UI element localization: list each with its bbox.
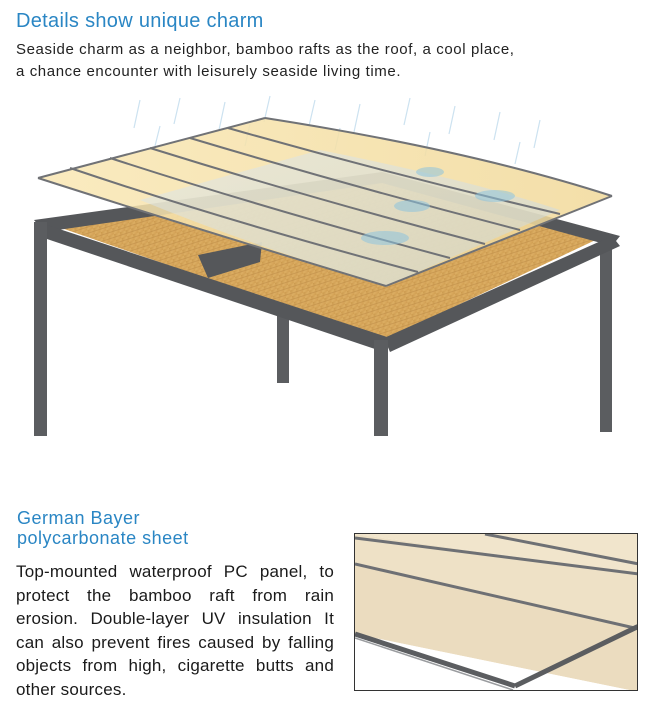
feature-title-line-1: German Bayer <box>17 508 141 528</box>
intro-text <box>16 39 636 83</box>
page-title: Details show unique charm <box>16 10 264 32</box>
sheet-detail-image <box>354 533 638 691</box>
feature-title <box>17 508 189 548</box>
feature-description: Top-mounted waterproof PC panel, to protect the bamboo raft from rain erosion. Double-layer UV insulation It can also prevent fires caused by falling objects from high, cigarette butts and other sources. <box>16 562 334 699</box>
feature-title-line-2: polycarbonate sheet <box>17 528 189 548</box>
pergola-illustration <box>30 92 620 437</box>
sheet-detail-illustration <box>355 534 638 691</box>
intro-line-2: a chance encounter with leisurely seaside living time. <box>16 63 402 80</box>
intro-line-1: Seaside charm as a neighbor, bamboo rafts as the roof, a cool place, <box>16 41 515 58</box>
